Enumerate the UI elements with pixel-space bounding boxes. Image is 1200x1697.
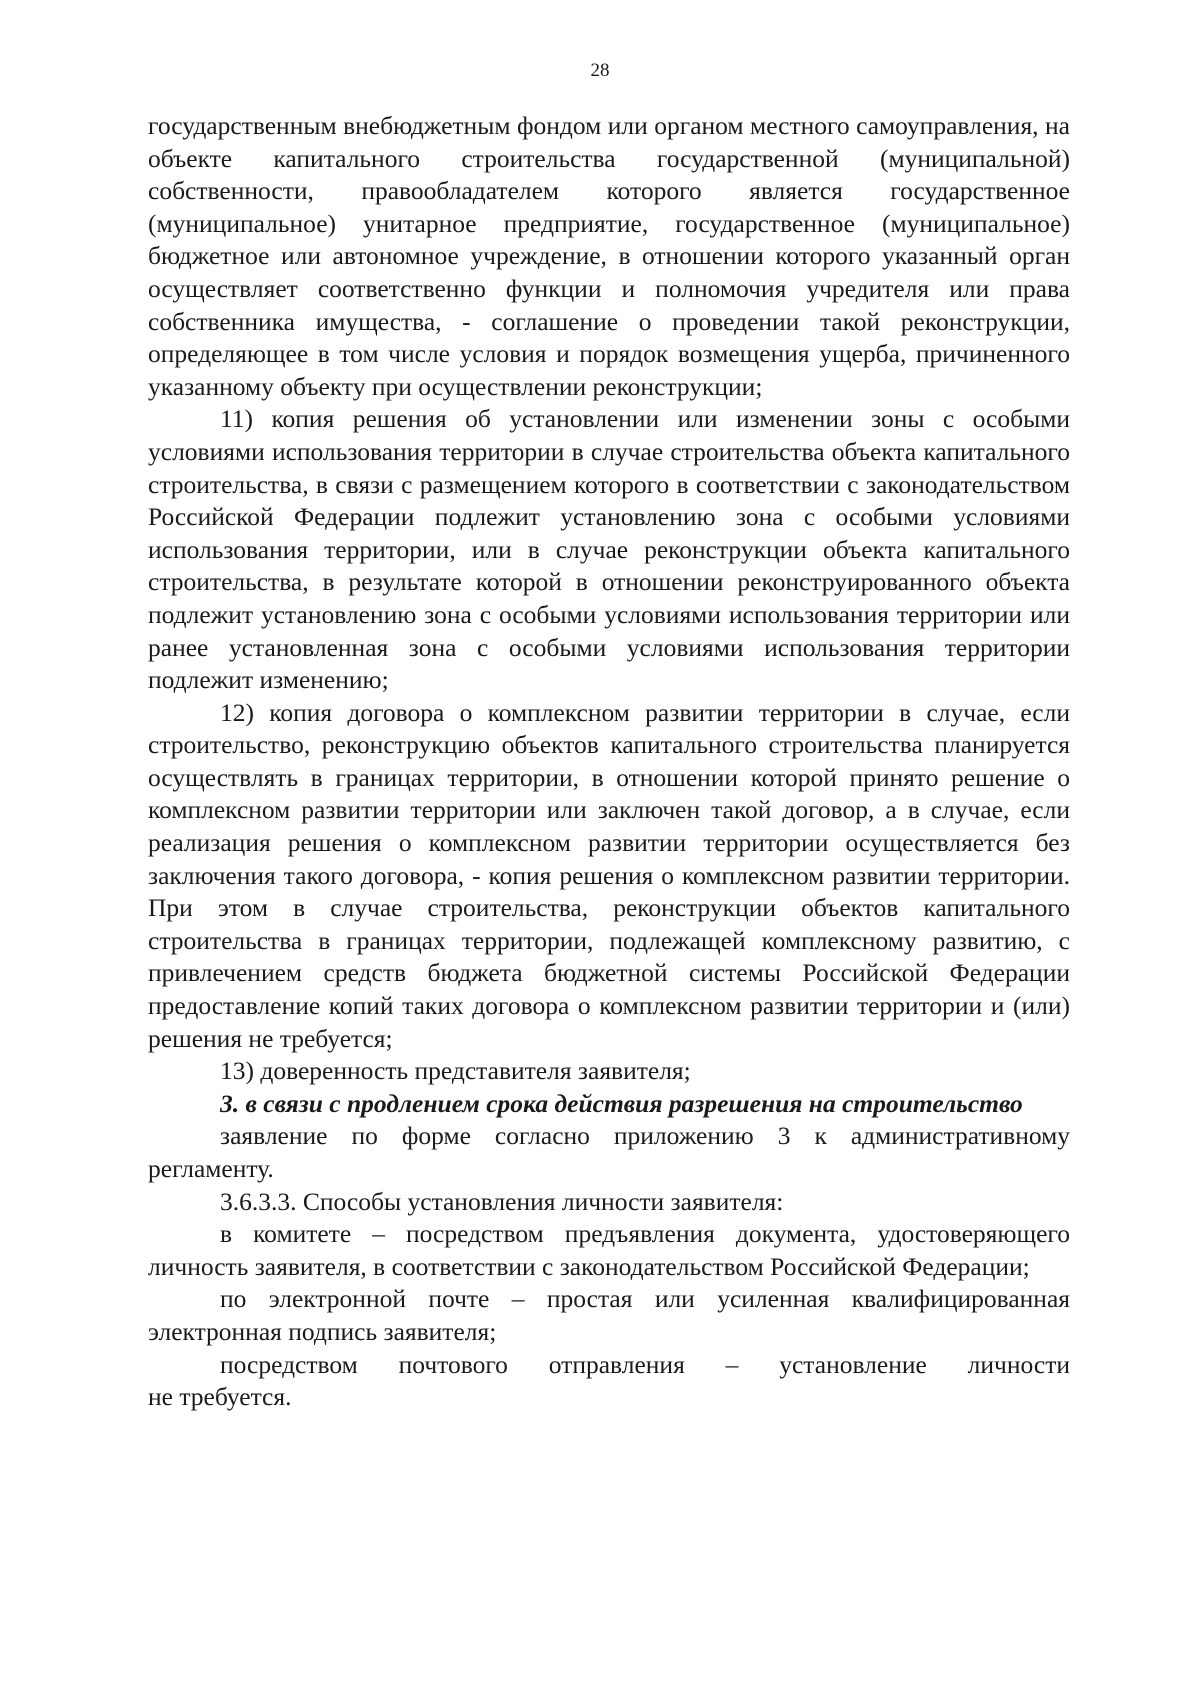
paragraph-item-11: 11) копия решения об установлении или изменении зоны с особыми условиями использования территории в случае строительства объекта капитального строительства, в связи с размещением которого в соответствии с законодательством Российской Федерации подлежит установлению зона с особыми условиями использования территории, или в случае реконструкции объекта капитального строительства, в результате которой в отношении реконструированного объекта подлежит установлению зона с особыми условиями использования территории или ранее установленная зона с особыми условиями использования территории подлежит изменению;: [148, 404, 1070, 695]
paragraph-item-12: 12) копия договора о комплексном развитии территории в случае, если строительство, реконструкцию объектов капитального строительства планируется осуществлять в границах территории, в отношении которой принято решение о комплексном развитии территории или заключен такой договор, а в случае, если реализация решения о комплексном развитии территории осуществляется без заключения такого договора, - копия решения о комплексном развитии территории. При этом в случае строительства, реконструкции объектов капитального строительства в границах территории, подлежащей комплексному развитию, с привлечением средств бюджета бюджетной системы Российской Федерации предоставление копий таких договора о комплексном развитии территории и (или) решения не требуется;: [148, 697, 1070, 1053]
paragraph-committee: в комитете – посредством предъявления документа, удостоверяющего личность заявителя, в соответствии с законодательством Российской Федерации;: [148, 1219, 1070, 1281]
paragraph-item-13: 13) доверенность представителя заявителя;: [220, 1056, 691, 1086]
paragraph-post-line-2: не требуется.: [148, 1382, 292, 1412]
page-number: 28: [590, 60, 610, 81]
paragraph-email: по электронной почте – простая или усиленная квалифицированная электронная подпись заявителя;: [148, 1284, 1070, 1346]
document-body: [148, 110, 1070, 1414]
section-heading-3: 3. в связи с продлением срока действия разрешения на строительство: [220, 1088, 1023, 1118]
paragraph-3-6-3-3: 3.6.3.3. Способы установления личности заявителя:: [220, 1186, 784, 1216]
paragraph-continuation: государственным внебюджетным фондом или органом местного самоуправления, на объекте капитального строительства государственной (муниципальной) собственности, правообладателем которого является государственное (муниципальное) унитарное предприятие, государственное (муниципальное) бюджетное или автономное учреждение, в отношении которого указанный орган осуществляет соответственно функции и полномочия учредителя или права собственника имущества, - соглашение о проведении такой реконструкции, определяющее в том числе условия и порядок возмещения ущерба, причиненного указанному объекту при осуществлении реконструкции;: [148, 111, 1070, 401]
paragraph-post-line-1: посредством почтового отправления – установление личности: [220, 1349, 1070, 1379]
paragraph-application: заявление по форме согласно приложению 3 к административному регламенту.: [148, 1121, 1070, 1183]
